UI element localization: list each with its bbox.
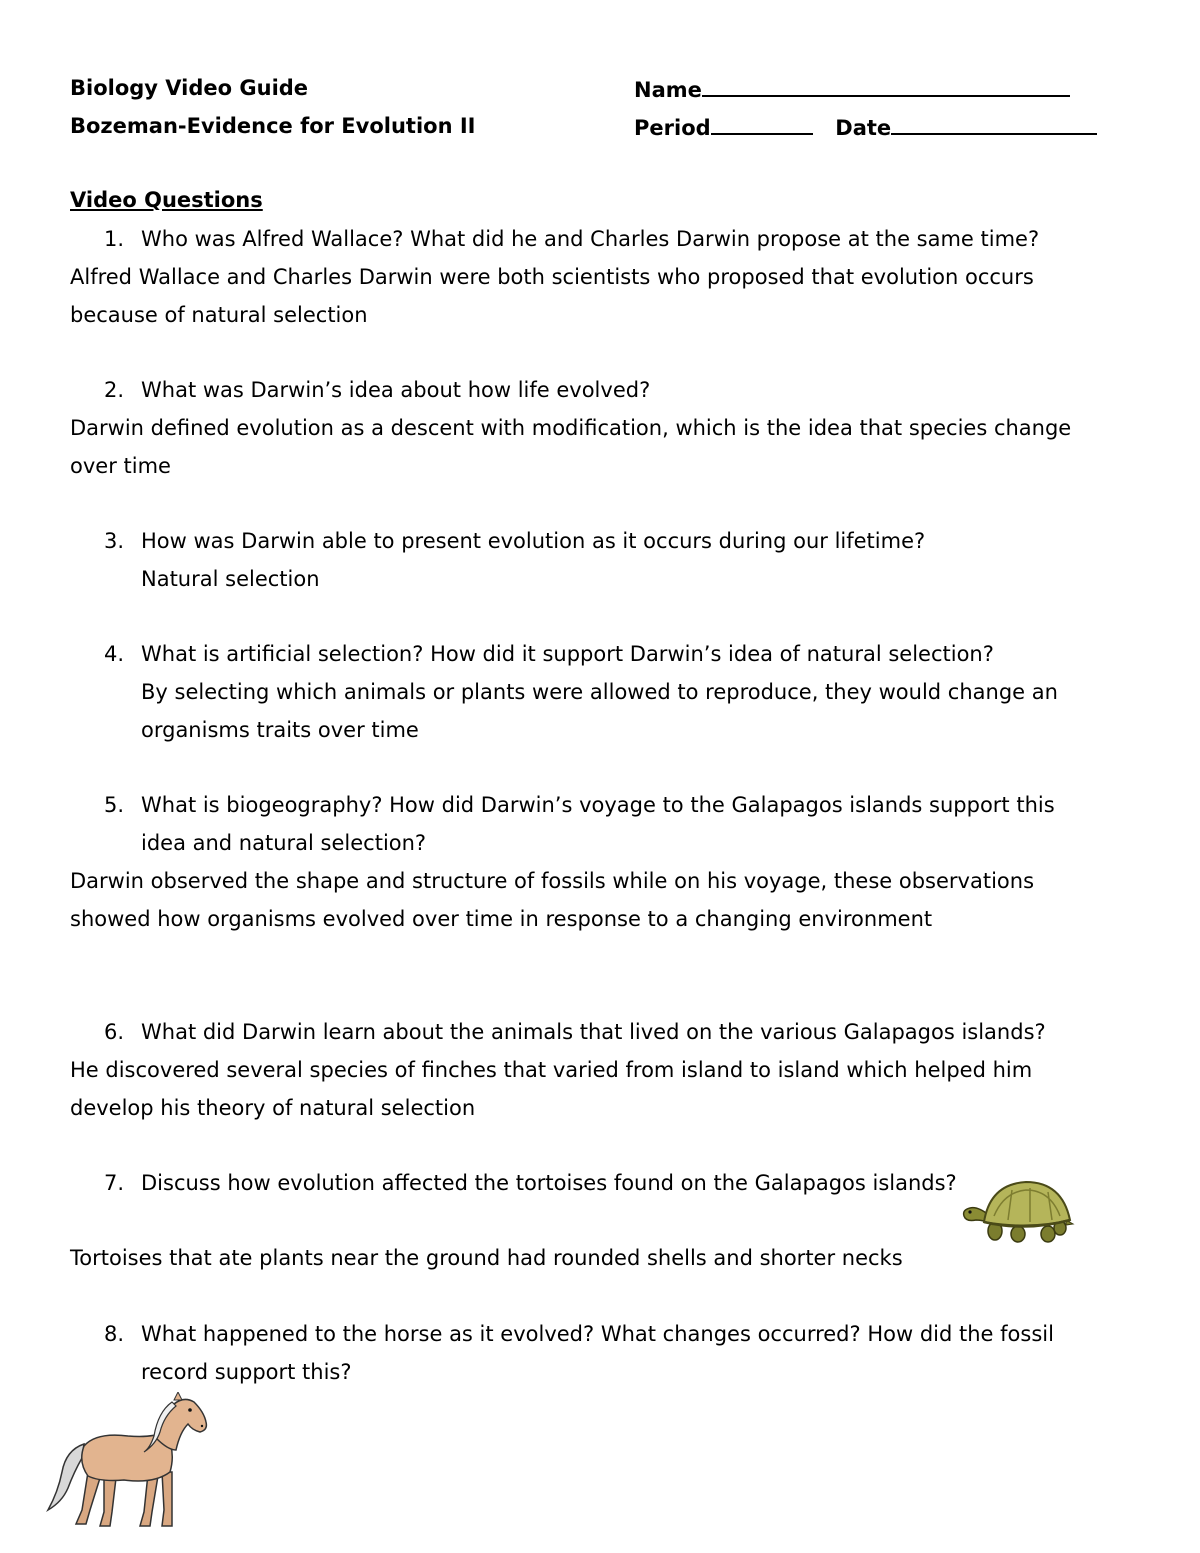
question-number: 7. [104,1171,125,1195]
period-blank[interactable] [711,113,813,135]
question-7 [104,1164,957,1202]
question-text: What is biogeography? How did Darwin’s voyage to the Galapagos islands support this [141,793,1055,817]
section-title: Video Questions [70,188,263,212]
question-1 [104,220,1039,258]
answer-1-line-1: Alfred Wallace and Charles Darwin were both scientists who proposed that evolution occurs [70,265,1034,289]
date-blank[interactable] [891,113,1097,135]
date-label: Date [835,116,892,140]
answer-3-line-1: Natural selection [141,567,320,591]
question-text: What was Darwin’s idea about how life evolved? [141,378,651,402]
name-field[interactable] [634,75,1070,103]
worksheet-title: Biology Video Guide [70,76,309,100]
question-text: What did Darwin learn about the animals that lived on the various Galapagos islands? [141,1020,1046,1044]
tortoise-icon [960,1176,1075,1246]
question-8 [104,1315,1054,1353]
question-number: 2. [104,378,125,402]
question-5 [104,786,1055,824]
period-date-field[interactable] [634,113,1097,141]
answer-2-line-1: Darwin defined evolution as a descent with modification, which is the idea that species change [70,416,1072,440]
answer-5-line-2: showed how organisms evolved over time in response to a changing environment [70,907,933,931]
name-label: Name [634,78,702,102]
name-blank[interactable] [702,75,1070,97]
question-3 [104,522,925,560]
question-number: 6. [104,1020,125,1044]
answer-1-line-2: because of natural selection [70,303,368,327]
question-5-line-2: idea and natural selection? [141,831,427,855]
question-4 [104,635,994,673]
question-number: 8. [104,1322,125,1346]
question-8-line-2: record support this? [141,1360,352,1384]
answer-5-line-1: Darwin observed the shape and structure of fossils while on his voyage, these observations [70,869,1035,893]
answer-4-line-1: By selecting which animals or plants were allowed to reproduce, they would change an [141,680,1058,704]
horse-icon [44,1392,214,1532]
question-text: What is artificial selection? How did it support Darwin’s idea of natural selection? [141,642,994,666]
question-text: Discuss how evolution affected the tortoises found on the Galapagos islands? [141,1171,957,1195]
question-text: Who was Alfred Wallace? What did he and Charles Darwin propose at the same time? [141,227,1040,251]
question-number: 1. [104,227,125,251]
question-2 [104,371,650,409]
answer-7-line-1: Tortoises that ate plants near the ground had rounded shells and shorter necks [70,1246,903,1270]
question-number: 5. [104,793,125,817]
period-label: Period [634,116,711,140]
question-number: 4. [104,642,125,666]
answer-6-line-2: develop his theory of natural selection [70,1096,476,1120]
question-number: 3. [104,529,125,553]
question-6 [104,1013,1046,1051]
question-text: What happened to the horse as it evolved? What changes occurred? How did the fossil [141,1322,1054,1346]
question-text: How was Darwin able to present evolution as it occurs during our lifetime? [141,529,926,553]
worksheet-subtitle: Bozeman-Evidence for Evolution II [70,114,476,138]
answer-2-line-2: over time [70,454,171,478]
answer-4-line-2: organisms traits over time [141,718,419,742]
answer-6-line-1: He discovered several species of finches that varied from island to island which helped him [70,1058,1033,1082]
